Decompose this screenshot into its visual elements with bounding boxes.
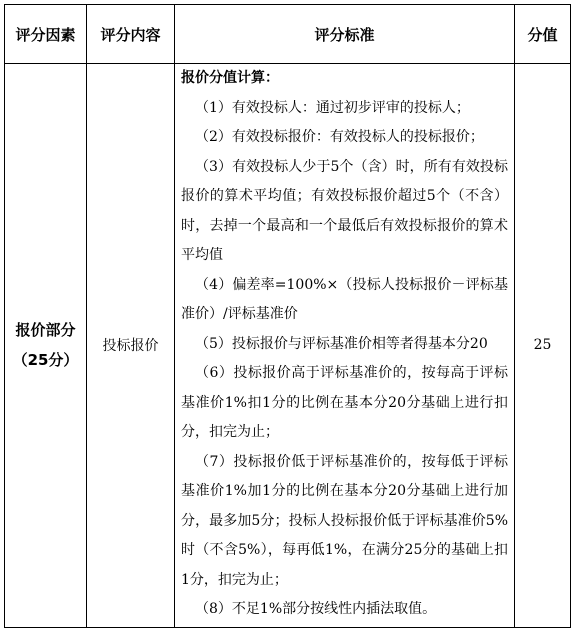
header-factor: 评分因素	[5, 5, 87, 64]
header-criteria: 评分标准	[175, 5, 515, 64]
criteria-item-6: （6）投标报价高于评标基准价的，按每高于评标基准价1%扣1分的比例在基本分20分基础上进行扣分，扣完为止；	[181, 365, 508, 440]
criteria-item-4: （4）偏差率=100%×（投标人投标报价－评标基准价）/评标基准价	[181, 276, 508, 322]
criteria-item-7: （7）投标报价低于评标基准价的，按每低于评标基准价1%加1分的比例在基本分20分基础上进行加分，最多加5分；投标人投标报价低于评标基准价5%时（不含5%），每再低1%，在满分25分的基础上扣1分，扣完为止；	[181, 453, 508, 588]
header-content: 评分内容	[87, 5, 175, 64]
header-row	[5, 5, 571, 64]
header-score: 分值	[515, 5, 571, 64]
score-cell: 25	[515, 64, 571, 628]
criteria-cell	[175, 64, 515, 628]
criteria-item-1: （1）有效投标人：通过初步评审的投标人；	[195, 99, 470, 116]
factor-points: （25分）	[12, 351, 79, 370]
scoring-table	[4, 4, 571, 628]
criteria-item-8: （8）不足1%部分按线性内插法取值。	[195, 601, 437, 617]
factor-label: 报价部分	[15, 321, 76, 340]
criteria-item-2: （2）有效投标报价：有效投标人的投标报价；	[195, 129, 484, 145]
factor-cell	[5, 64, 87, 628]
criteria-item-3: （3）有效投标人少于5个（含）时，所有有效投标报价的算术平均值；有效投标报价超过5个（不含）时，去掉一个最高和一个最低后有效投标报价的算术平均值	[181, 158, 508, 263]
content-cell: 投标报价	[87, 64, 175, 628]
table-row	[5, 64, 571, 628]
criteria-item-5: （5）投标报价与评标基准价相等者得基本分20	[195, 335, 488, 352]
criteria-title: 报价分值计算：	[181, 70, 279, 86]
